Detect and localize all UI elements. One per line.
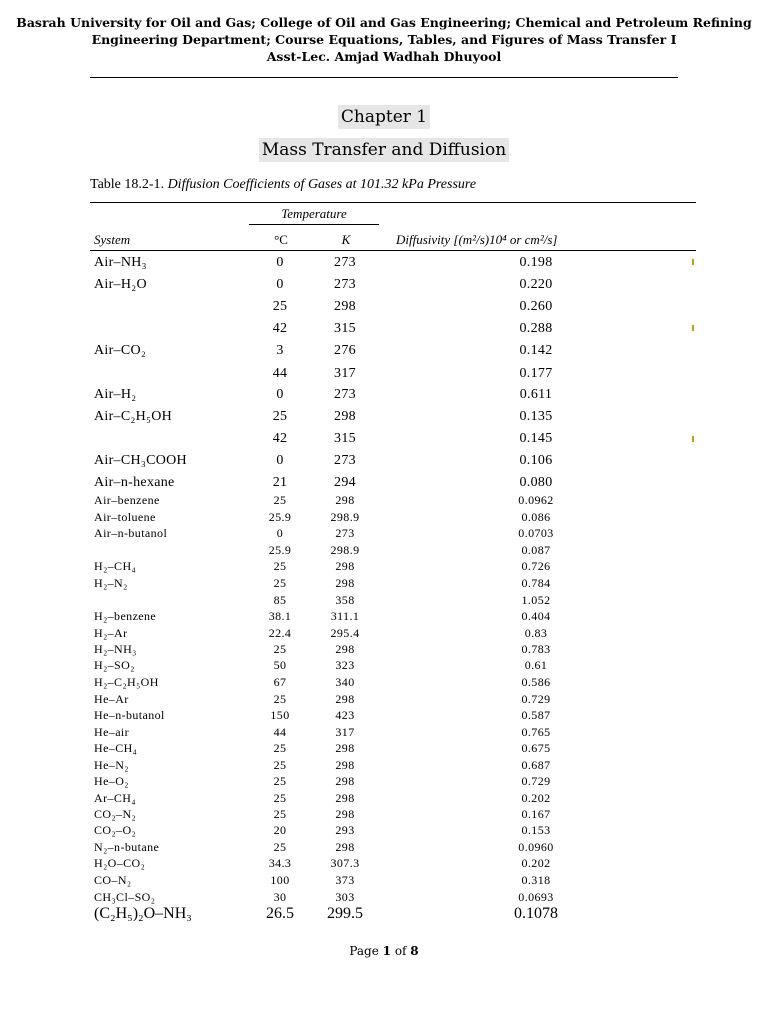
cell-kelvin: 373 xyxy=(335,873,355,887)
cell-celsius: 25 xyxy=(273,774,287,788)
cell-celsius: 25 xyxy=(273,741,287,755)
cell-diffusivity: 0.587 xyxy=(521,708,551,722)
cell-diffusivity: 0.142 xyxy=(519,343,553,358)
cell-diffusivity: 0.202 xyxy=(521,791,551,805)
cell-kelvin: 273 xyxy=(334,387,356,402)
cell-kelvin: 273 xyxy=(334,255,356,270)
cell-diffusivity: 0.1078 xyxy=(514,905,558,922)
cell-system: He–N₂ xyxy=(94,758,129,772)
document-header xyxy=(0,14,768,65)
cell-kelvin: 298 xyxy=(335,774,355,788)
cell-system: Air–n-hexane xyxy=(94,475,175,490)
cell-diffusivity: 0.784 xyxy=(521,576,551,590)
cell-kelvin: 307.3 xyxy=(330,856,360,870)
cell-diffusivity: 0.106 xyxy=(519,453,553,468)
cell-kelvin: 273 xyxy=(335,526,355,540)
cell-kelvin: 298 xyxy=(335,807,355,821)
cell-system: H₂–Ar xyxy=(94,626,128,640)
table-caption-number: Table 18.2-1. xyxy=(90,177,165,192)
cell-kelvin: 358 xyxy=(335,593,355,607)
cell-system: CO₂–O₂ xyxy=(94,823,137,837)
header-line-1: Basrah University for Oil and Gas; College of Oil and Gas Engineering; Chemical and Petroleum Refining xyxy=(16,15,752,30)
cell-diffusivity: 0.783 xyxy=(521,642,551,656)
cell-kelvin: 298 xyxy=(334,409,356,424)
cell-system: He–air xyxy=(94,725,130,739)
cell-celsius: 3 xyxy=(276,343,284,358)
cell-system: Air–NH₃ xyxy=(94,255,147,270)
cell-system: H₂–C₂H₅OH xyxy=(94,675,159,689)
cell-diffusivity: 0.611 xyxy=(519,387,553,402)
cell-celsius: 25 xyxy=(273,791,287,805)
cell-diffusivity: 0.0960 xyxy=(518,840,554,854)
cell-kelvin: 293 xyxy=(335,823,355,837)
cell-kelvin: 298 xyxy=(335,576,355,590)
cell-system: N₂–n-butane xyxy=(94,840,160,854)
cell-celsius: 25.9 xyxy=(268,543,292,557)
cell-kelvin: 317 xyxy=(334,366,356,381)
cell-celsius: 25 xyxy=(273,493,287,507)
table-caption xyxy=(90,177,476,193)
cell-diffusivity: 0.765 xyxy=(521,725,551,739)
cell-diffusivity: 0.83 xyxy=(524,626,548,640)
cell-celsius: 25 xyxy=(272,409,288,424)
cell-kelvin: 298 xyxy=(335,741,355,755)
temperature-header: Temperature xyxy=(249,206,379,225)
cell-diffusivity: 0.153 xyxy=(521,823,551,837)
cell-kelvin: 298 xyxy=(335,791,355,805)
cell-system: H₂–NH₃ xyxy=(94,642,137,656)
page-number: 1 xyxy=(382,944,391,958)
cell-system: H₂–SO₂ xyxy=(94,658,135,672)
cell-celsius: 25 xyxy=(273,642,287,656)
page-footer: Page 1 of 8 xyxy=(349,944,419,958)
cell-celsius: 0 xyxy=(276,526,284,540)
cell-celsius: 67 xyxy=(273,675,287,689)
cell-diffusivity: 0.260 xyxy=(519,299,553,314)
cell-kelvin: 317 xyxy=(335,725,355,739)
chapter-title-heading xyxy=(0,140,768,160)
cell-celsius: 25 xyxy=(273,807,287,821)
cell-celsius: 22.4 xyxy=(268,626,292,640)
cell-diffusivity: 0.0703 xyxy=(518,526,554,540)
cell-diffusivity: 0.586 xyxy=(521,675,551,689)
cell-diffusivity: 0.145 xyxy=(519,431,553,446)
cell-celsius: 30 xyxy=(273,890,287,904)
cell-system: He–CH₄ xyxy=(94,741,138,755)
cell-celsius: 20 xyxy=(273,823,287,837)
cell-diffusivity: 0.080 xyxy=(519,475,553,490)
cell-diffusivity: 0.726 xyxy=(521,559,551,573)
cell-system: Air–benzene xyxy=(94,493,160,507)
cell-celsius: 25 xyxy=(273,758,287,772)
cell-system: He–n-butanol xyxy=(94,708,165,722)
cell-kelvin: 303 xyxy=(335,890,355,904)
cell-diffusivity: 0.177 xyxy=(519,366,553,381)
cell-system: Air–H₂O xyxy=(94,277,147,292)
cell-kelvin: 276 xyxy=(334,343,356,358)
cell-system: H₂–CH₄ xyxy=(94,559,137,573)
table-top-rule xyxy=(90,202,696,203)
header-line-2: Engineering Department; Course Equations, Tables, and Figures of Mass Transfer I xyxy=(91,32,677,47)
cell-system: Ar–CH₄ xyxy=(94,791,136,805)
cell-diffusivity: 0.404 xyxy=(521,609,551,623)
column-header-celsius: °C xyxy=(274,232,288,247)
cell-celsius: 85 xyxy=(273,593,287,607)
cell-celsius: 42 xyxy=(272,431,288,446)
cell-system: Air–n-butanol xyxy=(94,526,168,540)
cell-diffusivity: 0.167 xyxy=(521,807,551,821)
cell-diffusivity: 0.086 xyxy=(521,510,551,524)
cell-system: CH₃Cl–SO₂ xyxy=(94,890,156,904)
cell-kelvin: 311.1 xyxy=(330,609,360,623)
cell-kelvin: 298 xyxy=(335,840,355,854)
cell-diffusivity: 0.318 xyxy=(521,873,551,887)
cell-system: H₂–N₂ xyxy=(94,576,128,590)
cell-system: CO–N₂ xyxy=(94,873,132,887)
cell-kelvin: 323 xyxy=(335,658,355,672)
cell-system: H₂–benzene xyxy=(94,609,157,623)
cell-system: Air–CO₂ xyxy=(94,343,147,358)
cell-system: Air–toluene xyxy=(94,510,156,524)
margin-mark xyxy=(692,325,694,331)
cell-celsius: 50 xyxy=(273,658,287,672)
cell-kelvin: 299.5 xyxy=(327,905,363,922)
table-caption-title: Diffusion Coefficients of Gases at 101.32 kPa Pressure xyxy=(167,177,477,192)
header-line-3: Asst-Lec. Amjad Wadhah Dhuyool xyxy=(266,49,502,64)
cell-celsius: 44 xyxy=(273,725,287,739)
cell-system: (C₂H₅)₂O–NH₃ xyxy=(94,905,192,922)
cell-kelvin: 298 xyxy=(335,692,355,706)
cell-kelvin: 298 xyxy=(335,559,355,573)
chapter-heading xyxy=(0,107,768,127)
cell-celsius: 150 xyxy=(270,708,290,722)
cell-kelvin: 273 xyxy=(334,453,356,468)
cell-celsius: 0 xyxy=(276,453,284,468)
column-header-diffusivity: Diffusivity [(m²/s)10⁴ or cm²/s] xyxy=(396,232,558,247)
cell-celsius: 34.3 xyxy=(268,856,292,870)
cell-diffusivity: 0.202 xyxy=(521,856,551,870)
cell-kelvin: 298 xyxy=(334,299,356,314)
cell-kelvin: 340 xyxy=(335,675,355,689)
cell-diffusivity: 0.675 xyxy=(521,741,551,755)
cell-celsius: 38.1 xyxy=(268,609,292,623)
cell-celsius: 25 xyxy=(273,692,287,706)
cell-celsius: 26.5 xyxy=(266,905,294,922)
cell-diffusivity: 1.052 xyxy=(521,593,551,607)
cell-kelvin: 423 xyxy=(335,708,355,722)
cell-celsius: 21 xyxy=(272,475,288,490)
column-header-system: System xyxy=(94,232,131,247)
cell-diffusivity: 0.135 xyxy=(519,409,553,424)
cell-system: Air–C₂H₅OH xyxy=(94,409,173,424)
cell-kelvin: 315 xyxy=(334,321,356,336)
page-total: 8 xyxy=(410,944,419,958)
cell-kelvin: 295.4 xyxy=(330,626,360,640)
cell-celsius: 25 xyxy=(273,840,287,854)
cell-kelvin: 294 xyxy=(334,475,356,490)
chapter-label: Chapter 1 xyxy=(338,105,430,129)
cell-kelvin: 298 xyxy=(335,642,355,656)
chapter-title: Mass Transfer and Diffusion xyxy=(259,138,509,162)
cell-celsius: 100 xyxy=(270,873,290,887)
cell-celsius: 25.9 xyxy=(268,510,292,524)
cell-system: H₂O–CO₂ xyxy=(94,856,146,870)
cell-diffusivity: 0.087 xyxy=(521,543,551,557)
cell-system: CO₂–N₂ xyxy=(94,807,137,821)
margin-mark xyxy=(692,259,694,265)
cell-kelvin: 273 xyxy=(334,277,356,292)
cell-system: He–O₂ xyxy=(94,774,129,788)
cell-system: Air–CH₃COOH xyxy=(94,453,187,468)
cell-diffusivity: 0.729 xyxy=(521,774,551,788)
cell-kelvin: 298.9 xyxy=(330,543,360,557)
margin-mark xyxy=(692,436,694,442)
cell-celsius: 0 xyxy=(276,255,284,270)
cell-diffusivity: 0.288 xyxy=(519,321,553,336)
cell-celsius: 0 xyxy=(276,387,284,402)
cell-kelvin: 298 xyxy=(335,758,355,772)
cell-celsius: 42 xyxy=(272,321,288,336)
cell-celsius: 0 xyxy=(276,277,284,292)
column-header-kelvin: K xyxy=(341,232,351,247)
cell-celsius: 25 xyxy=(272,299,288,314)
cell-diffusivity: 0.0962 xyxy=(518,493,554,507)
cell-celsius: 44 xyxy=(272,366,288,381)
cell-system: He–Ar xyxy=(94,692,129,706)
cell-celsius: 25 xyxy=(273,576,287,590)
header-divider xyxy=(90,77,678,78)
cell-diffusivity: 0.198 xyxy=(519,255,553,270)
cell-diffusivity: 0.687 xyxy=(521,758,551,772)
cell-kelvin: 298.9 xyxy=(330,510,360,524)
cell-celsius: 25 xyxy=(273,559,287,573)
cell-diffusivity: 0.729 xyxy=(521,692,551,706)
cell-kelvin: 315 xyxy=(334,431,356,446)
cell-diffusivity: 0.0693 xyxy=(518,890,554,904)
cell-diffusivity: 0.220 xyxy=(519,277,553,292)
cell-system: Air–H₂ xyxy=(94,387,137,402)
cell-kelvin: 298 xyxy=(335,493,355,507)
cell-diffusivity: 0.61 xyxy=(524,658,548,672)
table-header-rule xyxy=(90,250,696,251)
